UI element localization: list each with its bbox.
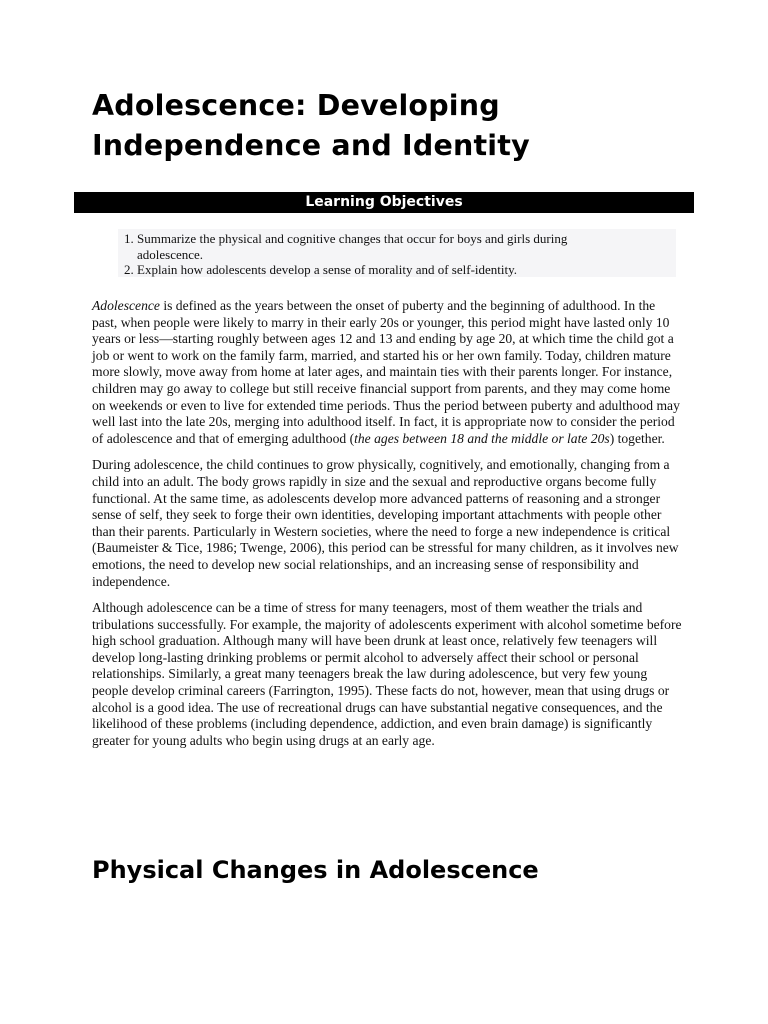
learning-objectives-box xyxy=(118,229,676,277)
body-text xyxy=(92,298,682,759)
learning-objective-item: 2. Explain how adolescents develop a sense of morality and of self-identity. xyxy=(137,262,617,278)
learning-objective-item: 1. Summarize the physical and cognitive changes that occur for boys and girls during adolescence. xyxy=(137,231,617,262)
paragraph-growth: During adolescence, the child continues to grow physically, cognitively, and emotionally, changing from a child into an adult. The body grows rapidly in size and the sexual and reproductive organs become fully functional. At the same time, as adolescents develop more advanced patterns of reasoning and a stronger sense of self, they seek to forge their own identities, developing important attachments with people other than their parents. Particularly in Western societies, where the need to forge a new independence is critical (Baumeister & Tice, 1986; Twenge, 2006), this period can be stressful for many children, as it involves new emotions, the need to develop new social relationships, and an increasing sense of responsibility and independence. xyxy=(92,457,679,589)
italic-phrase: the ages between 18 and the middle or late 20s xyxy=(354,430,610,446)
paragraph-text: is defined as the years between the onset of puberty and the beginning of adulthood. In the past, when people were likely to marry in their early 20s or younger, this period might have lasted only 10 years or less—starting roughly between ages 12 and 13 and ending by age 20, at which time the child got a job or went to work on the family farm, married, and started his or her own family. Today, children mature more slowly, move away from home at later ages, and maintain ties with their parents longer. For instance, children may go away to college but still receive financial support from parents, and they may come home on weekends or even to live for extended time periods. Thus the period between puberty and adulthood may well last into the late 20s, merging into adulthood itself. In fact, it is appropriate now to consider the period of adolescence and that of emerging adulthood ( xyxy=(92,298,680,446)
learning-objectives-list xyxy=(118,229,676,278)
section-heading: Physical Changes in Adolescence xyxy=(92,856,539,884)
paragraph-definition xyxy=(92,298,682,447)
term-adolescence: Adolescence xyxy=(92,298,160,313)
page-title: Adolescence: Developing Independence and Identity xyxy=(92,89,530,162)
learning-objectives-header: Learning Objectives xyxy=(74,192,694,213)
paragraph-text: ) together. xyxy=(609,430,665,446)
paragraph-stress: Although adolescence can be a time of stress for many teenagers, most of them weather the trials and tribulations successfully. For example, the majority of adolescents experiment with alcohol sometime before high school graduation. Although many will have been drunk at least once, relatively few teenagers will develop long-lasting drinking problems or permit alcohol to adversely affect their school or personal relationships. Similarly, a great many teenagers break the law during adolescence, but very few young people develop criminal careers (Farrington, 1995). These facts do not, however, mean that using drugs or alcohol is a good idea. The use of recreational drugs can have substantial negative consequences, and the likelihood of these problems (including dependence, addiction, and even brain damage) is significantly greater for young adults who begin using drugs at an early age. xyxy=(92,600,682,748)
